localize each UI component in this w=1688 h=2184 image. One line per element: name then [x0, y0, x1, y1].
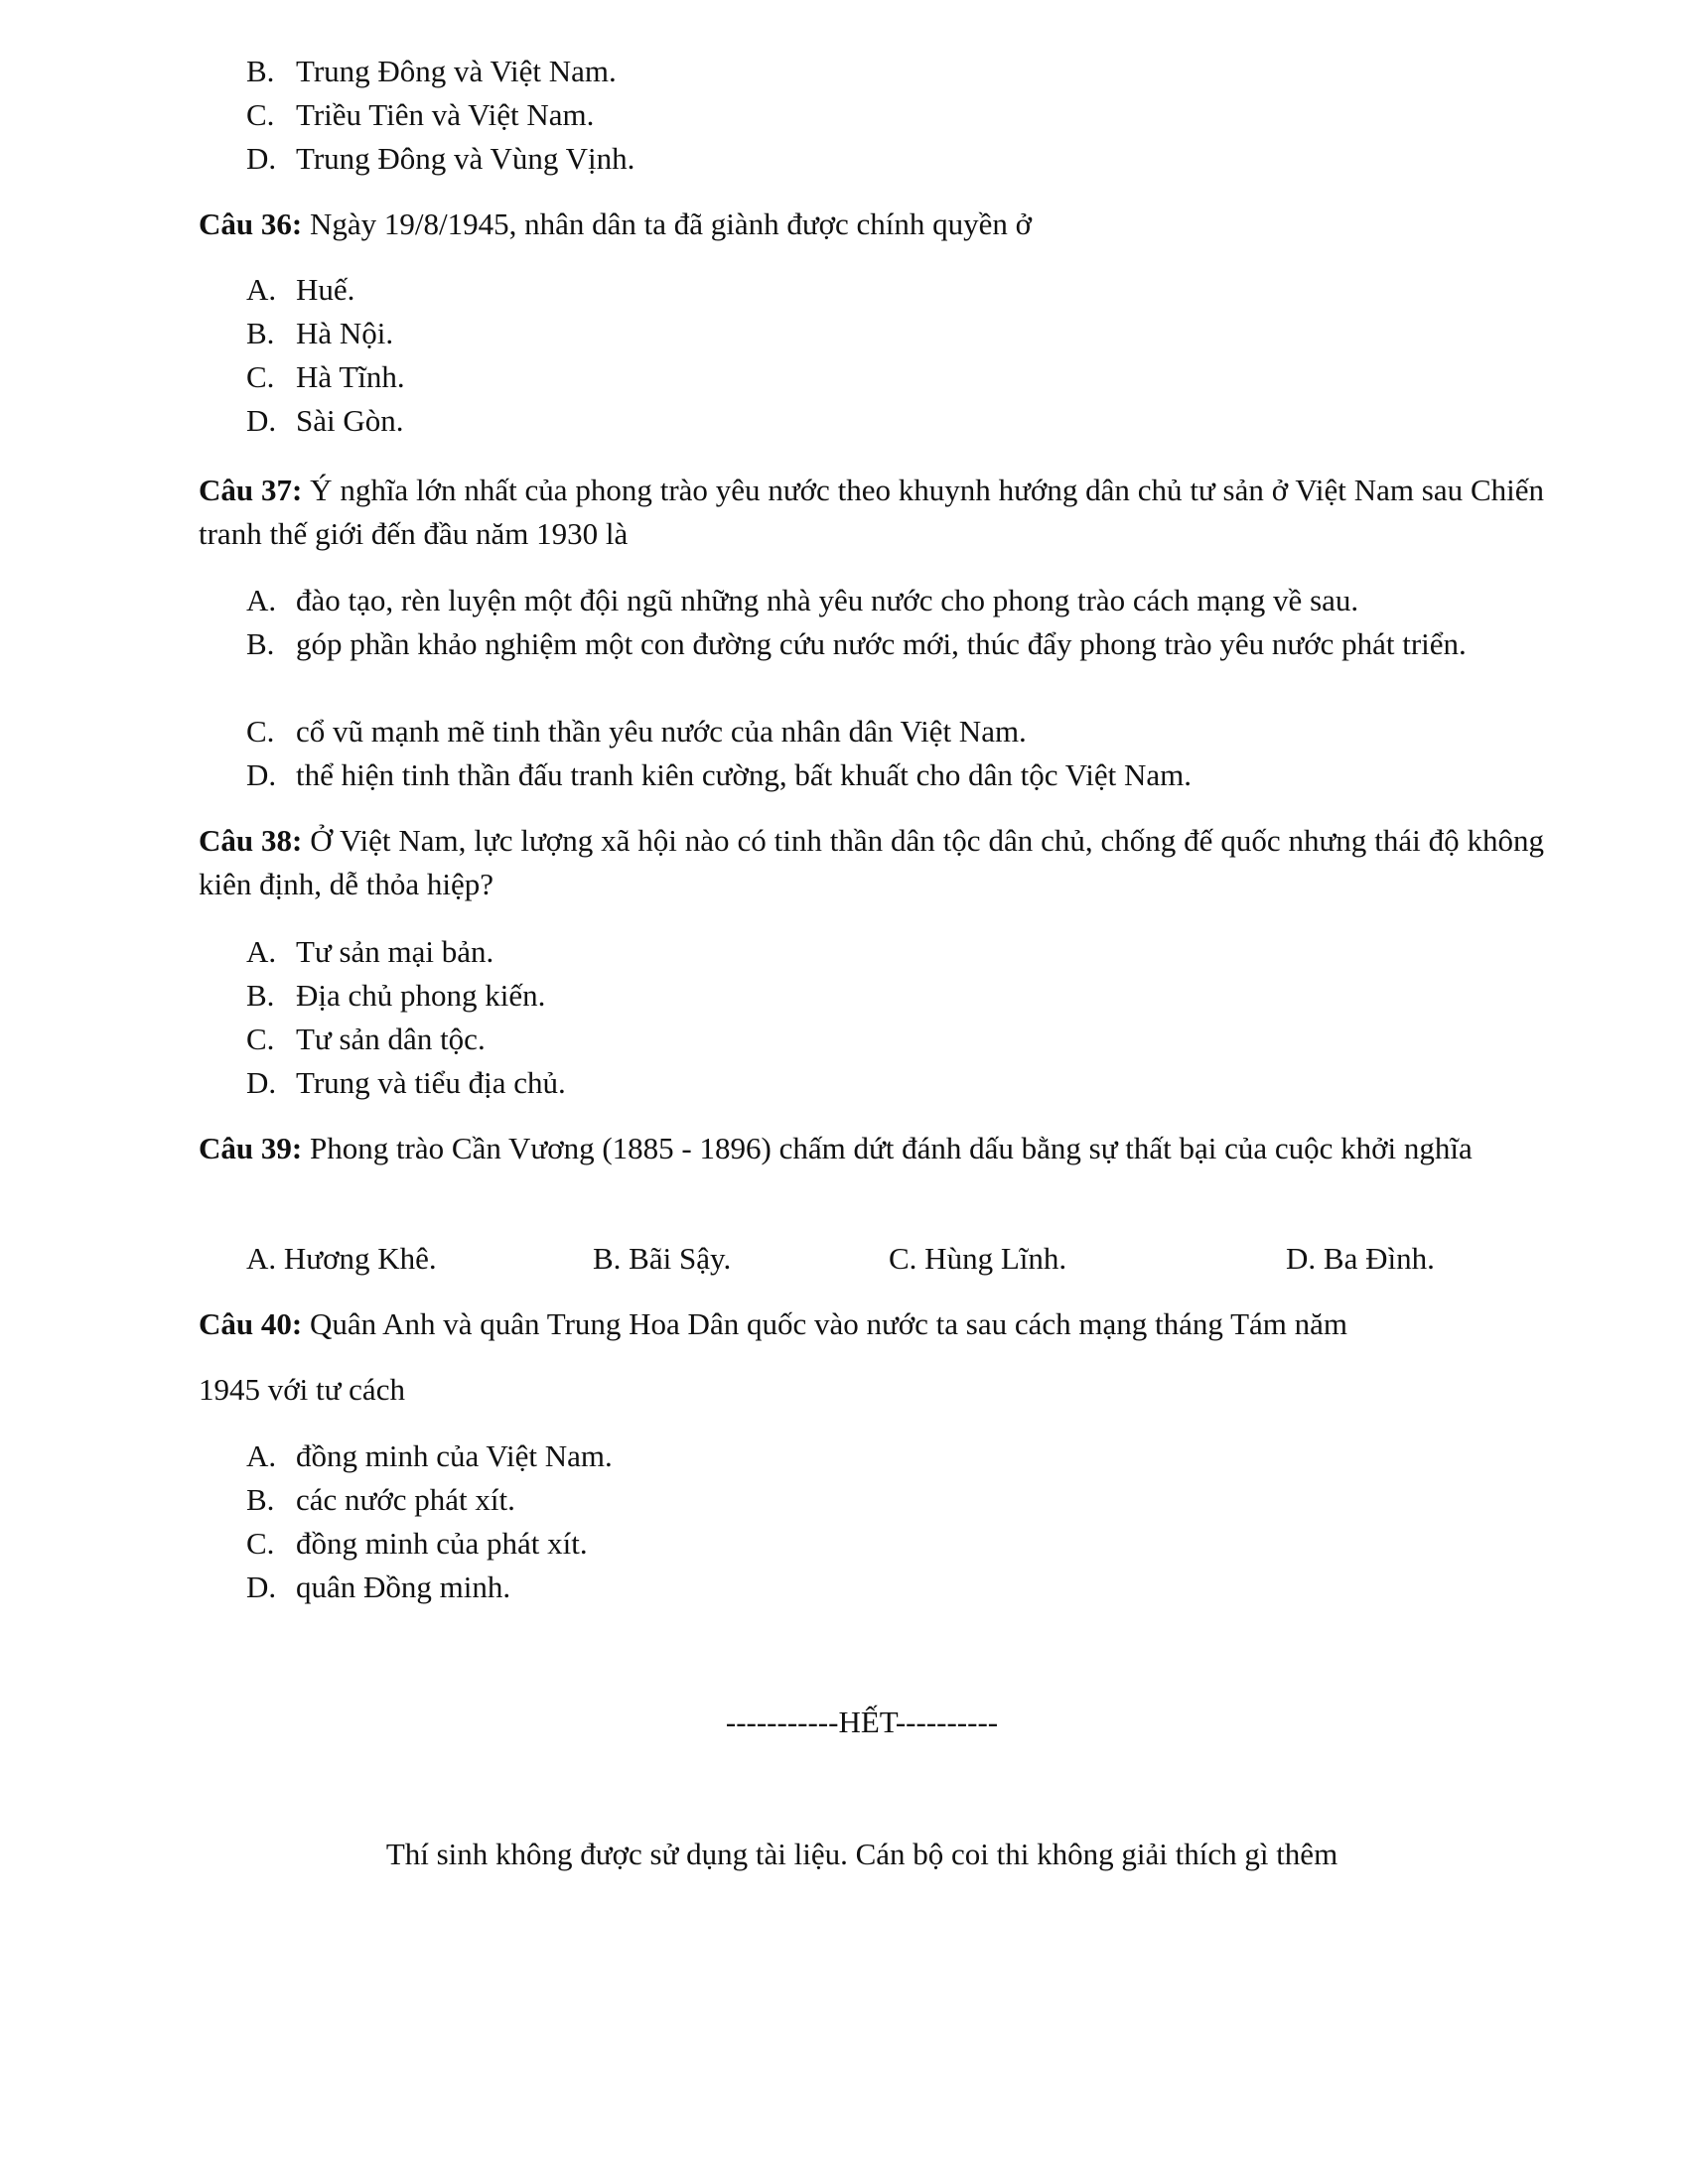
q36-option-c [246, 355, 1544, 399]
option-text: cổ vũ mạnh mẽ tinh thần yêu nước của nhân dân Việt Nam. [296, 714, 1027, 749]
question-text: Ở Việt Nam, lực lượng xã hội nào có tinh thần dân tộc dân chủ, chống đế quốc nhưng thái độ không kiên định, dễ thỏa hiệp? [199, 823, 1545, 901]
option-text: Trung Đông và Việt Nam. [296, 54, 617, 88]
q39-option-a: A. Hương Khê. [246, 1241, 437, 1276]
question-40-continuation: 1945 với tư cách [199, 1372, 405, 1407]
option-letter: D. [246, 757, 277, 792]
q40-option-a [246, 1434, 1544, 1478]
option-letter: C. [246, 1022, 275, 1056]
footer-note: Thí sinh không được sử dụng tài liệu. Cán bộ coi thi không giải thích gì thêm [385, 1837, 1338, 1871]
option-text: đồng minh của Việt Nam. [296, 1438, 613, 1473]
option-text: các nước phát xít. [296, 1482, 515, 1517]
q36-option-b [246, 312, 1544, 355]
q37-option-c [246, 710, 1544, 753]
question-label: Câu 40: [199, 1306, 303, 1341]
question-36 [199, 203, 1544, 246]
question-39 [199, 1127, 1544, 1170]
q38-option-b [246, 974, 1544, 1018]
option-text: đào tạo, rèn luyện một đội ngũ những nhà yêu nước cho phong trào cách mạng về sau. [296, 583, 1359, 617]
option-letter: C. [246, 714, 275, 749]
question-text: Phong trào Cần Vương (1885 - 1896) chấm dứt đánh dấu bằng sự thất bại của cuộc khởi nghĩa [302, 1131, 1473, 1165]
q35-option-d [246, 137, 1544, 181]
option-text: Hà Tĩnh. [296, 359, 405, 394]
option-letter: B. [246, 978, 275, 1013]
q35-option-c [246, 93, 1544, 137]
q35-option-b [246, 50, 1544, 93]
option-text: thể hiện tinh thần đấu tranh kiên cường, bất khuất cho dân tộc Việt Nam. [296, 757, 1192, 792]
q39-option-c: C. Hùng Lĩnh. [889, 1241, 1067, 1276]
q40-option-c [246, 1522, 1544, 1566]
q39-option-b: B. Bãi Sậy. [593, 1241, 732, 1276]
option-text: quân Đồng minh. [296, 1570, 511, 1604]
option-letter: A. [246, 1438, 277, 1473]
option-letter: A. [246, 583, 277, 617]
q38-option-c [246, 1018, 1544, 1061]
option-letter: D. [246, 403, 277, 438]
question-label: Câu 39: [199, 1131, 303, 1165]
question-label: Câu 38: [199, 823, 303, 858]
option-text: Tư sản mại bản. [296, 934, 494, 969]
option-letter: B. [246, 626, 275, 661]
option-text: Huế. [296, 272, 355, 307]
q37-option-d [246, 753, 1544, 797]
q38-option-a [246, 930, 1544, 974]
question-text: Ngày 19/8/1945, nhân dân ta đã giành được chính quyền ở [302, 206, 1033, 241]
option-text: Tư sản dân tộc. [296, 1022, 486, 1056]
option-letter: C. [246, 1526, 275, 1561]
option-letter: B. [246, 54, 275, 88]
end-mark: -----------HẾT---------- [725, 1705, 999, 1739]
q36-option-d [246, 399, 1544, 443]
option-letter: B. [246, 1482, 275, 1517]
option-text: Trung Đông và Vùng Vịnh. [296, 141, 635, 176]
q38-option-d [246, 1061, 1544, 1105]
option-text: Hà Nội. [296, 316, 394, 350]
option-text: Triều Tiên và Việt Nam. [296, 97, 595, 132]
question-37 [199, 469, 1544, 556]
option-letter: B. [246, 316, 275, 350]
q39-option-d: D. Ba Đình. [1286, 1241, 1435, 1276]
option-letter: A. [246, 934, 277, 969]
option-text: Trung và tiểu địa chủ. [296, 1065, 566, 1100]
option-text: đồng minh của phát xít. [296, 1526, 588, 1561]
question-label: Câu 36: [199, 206, 303, 241]
option-letter: D. [246, 1570, 277, 1604]
option-letter: C. [246, 359, 275, 394]
option-text: Địa chủ phong kiến. [296, 978, 546, 1013]
question-text: Quân Anh và quân Trung Hoa Dân quốc vào nước ta sau cách mạng tháng Tám năm [302, 1306, 1348, 1341]
option-letter: C. [246, 97, 275, 132]
q36-option-a [246, 268, 1544, 312]
option-letter: D. [246, 1065, 277, 1100]
option-letter: A. [246, 272, 277, 307]
q37-option-a [246, 579, 1544, 622]
q37-option-b [246, 622, 1544, 666]
option-text: góp phần khảo nghiệm một con đường cứu nước mới, thúc đẩy phong trào yêu nước phát triển. [296, 626, 1467, 661]
option-text: Sài Gòn. [296, 403, 404, 438]
question-38 [199, 819, 1544, 906]
question-40 [199, 1302, 1544, 1346]
q40-option-b [246, 1478, 1544, 1522]
question-label: Câu 37: [199, 473, 303, 507]
question-text: Ý nghĩa lớn nhất của phong trào yêu nước theo khuynh hướng dân chủ tư sản ở Việt Nam sau Chiến tranh thế giới đến đầu năm 1930 là [199, 473, 1544, 551]
q40-option-d [246, 1566, 1544, 1609]
option-letter: D. [246, 141, 277, 176]
